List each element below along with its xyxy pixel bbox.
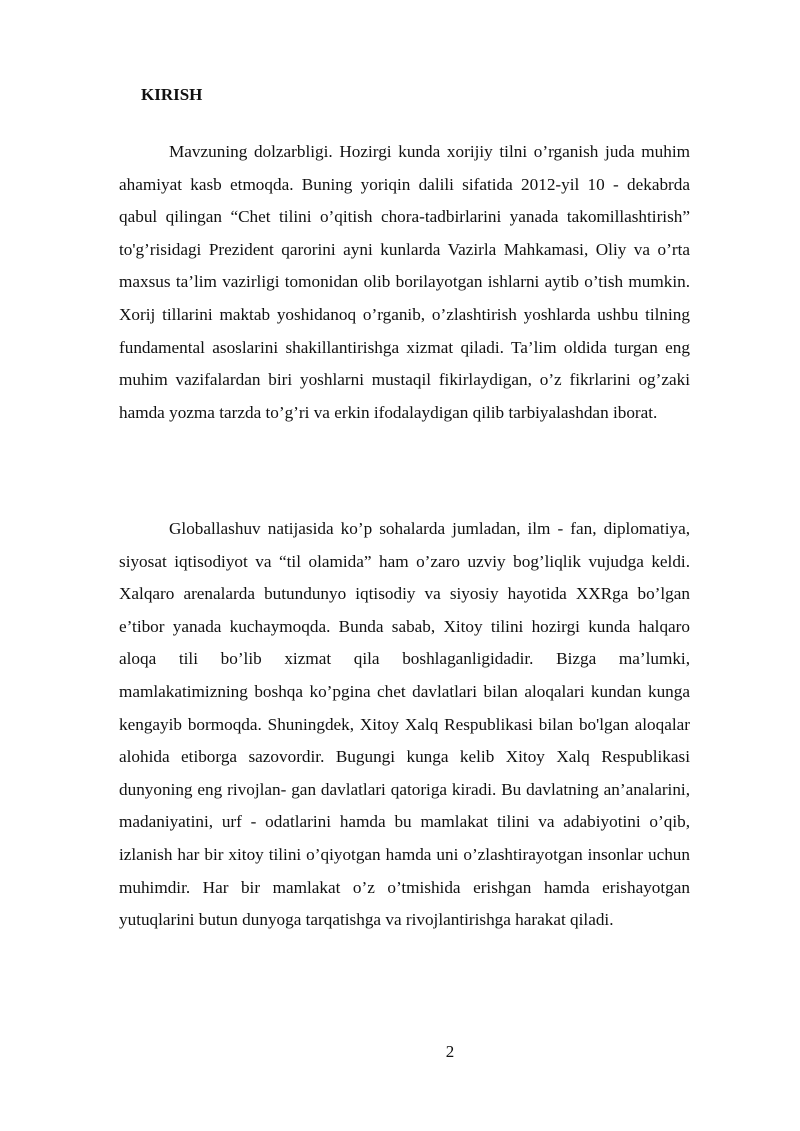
page-number: 2 bbox=[445, 1042, 455, 1061]
body-paragraph-globalization: Globallashuv natijasida ko’p sohalarda jumladan, ilm - fan, diplomatiya, siyosat iqtisodiyot va “til olamida” ham o’zaro uzviy bog’liqlik vujudga keldi. Xalqaro arenalarda butundunyo iqtisodiy va siyosiy hayotida XXRga bo’lgan e’tibor yanada kuchaymoqda. Bunda sabab, Xitoy tilini hozirgi kunda halqaro aloqa tili bo’lib xizmat qila boshlaganligidadir. Bizga ma’lumki, mamlakatimizning boshqa ko’pgina chet davlatlari bilan aloqalari kundan kunga kengayib bormoqda. Shuningdek, Xitoy Xalq Respublikasi bilan bo'lgan aloqalar alohida etiborga sazovordir. Bugungi kunga kelib Xitoy Xalq Respublikasi dunyoning eng rivojlan- gan davlatlari qatoriga kiradi. Bu davlatning an’analarini, madaniyatini, urf - odatlarini hamda bu mamlakat tilini va adabiyotini o’qib, izlanish har bir xitoy tilini o’qiyotgan hamda uni o’zlashtirayotgan insonlar uchun muhimdir. Har bir mamlakat o’z o’tmishida erishgan hamda erishayotgan yutuqlarini butun dunyoga tarqatishga va rivojlantirishga harakat qiladi. bbox=[119, 519, 690, 930]
body-paragraph-relevance: Mavzuning dolzarbligi. Hozirgi kunda xorijiy tilni o’rganish juda muhim ahamiyat kasb etmoqda. Buning yoriqin dalili sifatida 2012-yil 10 - dekabrda qabul qilingan “Chet tilini o’qitish chora-tadbirlarini yanada takomillashtirish” to'g’risidagi Prezident qarorini ayni kunlarda Vazirla Mahkamasi, Oliy va o’rta maxsus ta’lim vazirligi tomonidan olib borilayotgan ishlarni aytib o’tish mumkin. Xorij tillarini maktab yoshidanoq o’rganib, o’zlashtirish yoshlarda ushbu tilning fundamental asoslarini shakillantirishga xizmat qiladi. Ta’lim oldida turgan eng muhim vazifalardan biri yoshlarni mustaqil fikirlaydigan, o’z fikrlarini og’zaki hamda yozma tarzda to’g’ri va erkin ifodalaydigan qilib tarbiyalashdan iborat. bbox=[119, 142, 690, 422]
section-heading: KIRISH bbox=[141, 85, 203, 104]
